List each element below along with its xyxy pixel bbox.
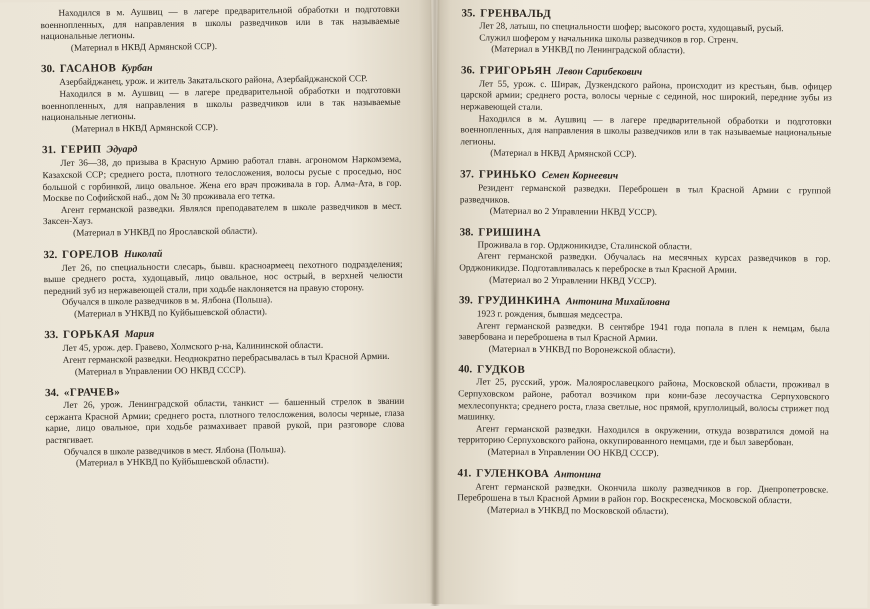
entry-given-name: Мария xyxy=(124,329,155,341)
entry-description: Находился в м. Аушвиц — в лагере предварительной обработки и подготовки военнопленных, для направления в школы разведчиков или в так называемые национальные легионы. xyxy=(460,113,832,147)
entry-description: Служил шофером у начальника школы разведчиков в гор. Стренч. xyxy=(479,32,739,45)
register-entry xyxy=(43,243,403,320)
entry-description: Обучался в школе разведчиков в м. Ялбона (Польша). xyxy=(61,294,273,308)
entry-surname: ГРИНЬКО xyxy=(478,168,537,181)
entry-surname: ГРУДИНКИНА xyxy=(477,294,561,308)
register-entry xyxy=(458,363,830,461)
entry-surname: «ГРАЧЕВ» xyxy=(63,386,121,400)
entry-surname: ГЕРИП xyxy=(60,143,102,157)
register-entry xyxy=(42,139,402,240)
entry-description: Азербайджанец, урож. и житель Закатальского района, Азербайджанской ССР. xyxy=(59,73,368,88)
entry-number: 33. xyxy=(44,329,59,342)
entry-source: (Материал в УНКВД по Куйбышевской области). xyxy=(75,455,269,468)
entry-given-name: Антонина Михайловна xyxy=(565,296,671,309)
entry-number: 38. xyxy=(459,226,474,239)
book-gutter xyxy=(430,0,440,606)
entry-surname: ГОРЬКАЯ xyxy=(63,328,120,342)
entry-number: 41. xyxy=(457,466,472,480)
entry-source: (Материал в УНКВД по Московской области). xyxy=(487,504,669,516)
entry-surname: ГРЕНВАЛЬД xyxy=(480,7,552,21)
entry-number: 36. xyxy=(460,64,475,77)
entry-description: 1923 г. рождения, бывшая медсестра. xyxy=(476,308,623,320)
register-entry xyxy=(459,293,831,358)
right-page xyxy=(432,0,870,608)
register-entry xyxy=(457,466,828,519)
entry-number: 32. xyxy=(43,248,58,261)
entry-source: (Материал в УНКВД по Воронежской области). xyxy=(488,343,676,356)
entry-source: (Материал в НКВД Армянской ССР). xyxy=(70,40,218,53)
register-entry xyxy=(41,58,401,135)
entry-given-name: Эдуард xyxy=(106,144,138,156)
entry-given-name: Николай xyxy=(123,248,163,260)
entry-description: Лет 26, урож. Ленинградской области, танкист — башенный стрелок в звании сержанта Красной Армии; среднего роста, плотного телосложения, волосы черные, глаза карие, лицо овальное, при ходьбе размахивает правой рукой, при разговоре слова растягивает. xyxy=(45,395,405,446)
entry-number: 31. xyxy=(42,144,56,157)
entry-source: (Материал в УНКВД по Ярославской области). xyxy=(73,225,258,238)
entry-description: Находился в м. Аушвиц — в лагере предварительной обработки и подготовки военнопленных, для направления в школы разведчиков или в так называемые национальные легионы. xyxy=(41,84,401,123)
entry-surname: ГРИШИНА xyxy=(478,226,542,239)
entry-description: Лет 28, латыш, по специальности шофер; высокого роста, худощавый, русый. xyxy=(479,20,784,34)
entry-description: Лет 55, урож. с. Ширак, Дузкендского района, происходит из крестьян, быв. офицер царской армии; среднего роста, волосы черные с сединой, нос широкий, передние зубы из нержавеющей стали. xyxy=(460,78,832,113)
entry-source: (Материал в НКВД Армянской ССР). xyxy=(490,147,637,160)
entry-description: Проживала в гор. Орджоникидзе, Сталинской области. xyxy=(477,239,693,252)
entry-description: Агент германской разведки. Находился в окружении, откуда возвратился домой на территорию Серпуховского района, оккупированного немцами, где и был завербован. xyxy=(457,423,829,448)
register-entry xyxy=(460,63,832,162)
entry-description: Лет 36—38, до призыва в Красную Армию работал главн. агрономом Наркомзема, Казахской ССР; среднего роста, плотного телосложения, волосы русые с проседью, нос большой с горбинкой, лицо овальное. Жена его врач проживала в гор. Алма-Ата, в гор. Москве по Софийской наб., дом № 30 проживала его тетка. xyxy=(42,154,402,204)
entry-number: 34. xyxy=(45,387,59,400)
entry-surname: ГАСАНОВ xyxy=(59,62,117,76)
entry-surname: ГУЛЕНКОВА xyxy=(476,467,550,480)
entry-description: Агент германской разведки. Неоднократно перебрасывалась в тыл Красной Армии. xyxy=(62,350,390,365)
entry-description: Резидент германской разведки. Переброшен в тыл Красной Армии с группой разведчиков. xyxy=(459,182,832,205)
entry-given-name: Курбан xyxy=(121,63,153,75)
entry-source: (Материал в НКВД Армянской ССР). xyxy=(71,121,219,134)
entry-description: Агент германской разведки. Являлся преподавателем в школе разведчиков в мест. Заксен-Хауз. xyxy=(42,200,402,227)
entry-given-name: Семен Корнеевич xyxy=(541,169,619,182)
entry-description: Лет 25, русский, урож. Малоярославецкого района, Московской области, проживал в Серпуховском районе, работал возчиком при кони-базе лесоучастка Серпуховского мехлесопункта; среднего роста, глаза светлые, нос прямой, круглолицый, волосы стрижет под машинку. xyxy=(457,376,830,422)
entry-description: Находился в м. Аушвиц — в лагере предварительной обработки и подготовки военнопленных, для направления в школы разведчиков или в так называемые национальные легионы. xyxy=(40,3,400,42)
register-entry xyxy=(45,382,405,470)
entry-given-name: Антонина xyxy=(554,468,601,481)
entry-description: Лет 45, урож. дер. Гравево, Холмского р-на, Калининской области. xyxy=(62,340,324,354)
entry-description: Агент германской разведки. В сентябре 1941 года попала в плен к немцам, была завербована и переброшена в тыл Красной Армии. xyxy=(458,320,830,344)
entry-number: 40. xyxy=(458,363,473,376)
register-entry xyxy=(40,4,400,55)
entry-number: 39. xyxy=(458,294,473,307)
entry-description: Лет 26, по специальности слесарь, бывш. красноармеец пехотного подразделения; выше среднего роста, худощавый, лицо овальное, нос острый, в верхней челюсти передний зуб из нержавеющей стали, при ходьбе наклоняется на правую сторону. xyxy=(43,258,403,296)
entry-number: 30. xyxy=(41,63,55,76)
entry-surname: ГРИГОРЬЯН xyxy=(479,64,552,77)
entry-number: 37. xyxy=(460,168,474,181)
entry-description: Обучался в школе разведчиков в мест. Ялбона (Польша). xyxy=(63,443,286,457)
entry-source: (Материал в Управлении ОО НКВД СССР). xyxy=(74,364,246,377)
entry-number: 35. xyxy=(461,7,476,20)
entry-source: (Материал во 2 Управлении НКВД УССР). xyxy=(489,205,658,218)
entry-surname: ГОРЕЛОВ xyxy=(62,247,119,261)
entry-source: (Материал в УНКВД по Ленинградской области). xyxy=(491,43,686,56)
register-entry xyxy=(460,167,831,220)
entry-source: (Материал во 2 Управлении НКВД УССР). xyxy=(489,274,657,286)
entry-surname: ГУДКОВ xyxy=(477,363,526,377)
entry-given-name: Левон Сарибекович xyxy=(556,65,643,78)
register-entry xyxy=(44,324,404,378)
entry-description: Агент германской разведки. Обучалась на месячных курсах разведчиков в гор. Орджоникидзе. Подготавливалась к переброске в тыл Красной Армии. xyxy=(459,250,831,275)
entry-source: (Материал в УНКВД по Куйбышевской области). xyxy=(74,306,268,319)
entry-description: Агент германской разведки. Окончила школу разведчиков в гор. Днепропетровске. Переброшена в тыл Красной Армии в район гор. Воскресенска, Московской области. xyxy=(457,481,829,506)
register-entry xyxy=(461,6,832,58)
entry-source: (Материал в Управлении ОО НКВД СССР). xyxy=(487,446,659,459)
register-entry xyxy=(459,225,831,289)
